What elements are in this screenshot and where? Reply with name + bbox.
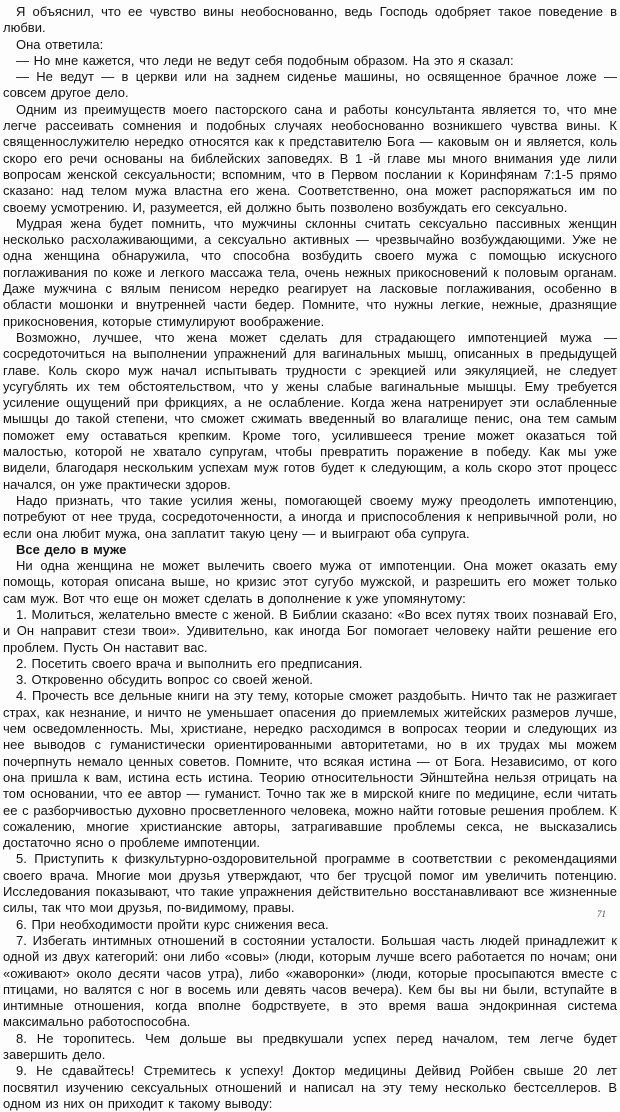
list-item: 1. Молиться, желательно вместе с женой. В Библии сказано: «Во всех путях твоих познавай Его, и Он направит стези твои». Удивительно, как иногда Бог помогает человеку найти решение его проблем. Пусть Он наставит вас. <box>3 606 617 655</box>
paragraph: Я объяснил, что ее чувство вины необоснованно, ведь Господь одобряет такое поведение в любви. <box>3 4 617 36</box>
list-item: 6. При необходимости пройти курс снижения веса. <box>16 916 329 932</box>
list-item: 8. Не торопитесь. Чем дольше вы предвкушали успех перед началом, тем легче будет завершить дело. <box>3 1030 617 1062</box>
paragraph: Ни одна женщина не может вылечить своего мужа от импотенции. Она может оказать ему помощь, которая описана выше, но кризис этот сугубо мужской, и разрешить его может только сам муж. Вот что еще он может сделать в дополнение к уже упомянутому: <box>3 558 617 606</box>
list-item: 4. Прочесть все дельные книги на эту тему, которые сможет раздобыть. Ничто так не разжигает страх, как незнание, и ничто не уменьшает опасения до приемлемых житейских размеров лучше, чем осведомленность. Мы, христиане, нередко расходимся в вопросах теории и следующих из нее выводов с гуманистически ориентированными авторитетами, но в их трудах мы можем почерпнуть немало ценных советов. Помните, что всякая истина — от Бога. Независимо, от кого она пришла к вам, истина есть истина. Теорию относительности Эйнштейна нельзя отрицать на том основании, что ее автор — гуманист. Точно так же в мирской книге по медицине, если читать ее с разборчивостью духовно просветленного человека, можно найти готовые решения проблем. К сожалению, многие христианские авторы, затрагивавшие проблемы секса, не высказались достаточно ясно о проблеме импотенции. <box>3 688 617 851</box>
paragraph: Одним из преимуществ моего пасторского сана и работы консультанта является то, что мне легче рассеивать сомнения и подобных случаях необоснованно возникшего чувства вины. К священнослужителю нередко относятся как к представителю Бога — каковым он и является, коль скоро его речи основаны на библейских заповедях. В 1 -й главе мы много внимания уде лили вопросам женской сексуальности; вспомним, что в Первом послании к Коринфянам 7:1-5 прямо сказано: над телом мужа властна его жена. Соответственно, она может распоряжаться им по своему усмотрению. И, разумеется, ей должно быть позволено возбуждать его сексуально. <box>3 101 617 215</box>
paragraph: Она ответила: <box>16 36 104 52</box>
dialogue-line: — Не ведут — в церкви или на заднем сиденье машины, но освященное брачное ложе — совсем другое дело. <box>3 69 617 101</box>
paragraph: Надо признать, что такие усилия жены, помогающей своему мужу преодолеть импотенцию, потребуют от нее труда, сосредоточенности, а иногда и приспособления к непривычной роли, но если она любит мужа, она заплатит такую цену — и выиграют оба супруга. <box>3 492 617 541</box>
page-number: 71 <box>597 909 606 919</box>
list-item: 7. Избегать интимных отношений в состоянии усталости. Большая часть людей принадлежит к одной из двух категорий: они либо «совы» (люди, которым лучше всего работается по ночам; они «оживают» около десяти часов утра), либо «жаворонки» (люди, которые просыпаются вместе с птицами, но валятся с ног в восемь или девять часов вечера). Кем бы вы ни были, вступайте в интимные отношения, когда вполне бодрствуете, в это время ваша эндокринная система максимально работоспособна. <box>3 932 617 1030</box>
section-heading: Все дело в муже <box>16 541 127 557</box>
list-item: 3. Откровенно обсудить вопрос со своей женой. <box>16 672 314 688</box>
paragraph: Мудрая жена будет помнить, что мужчины склонны считать сексуально пассивных женщин несколько расхолаживающими, а сексуально активных — чрезвычайно возбуждающими. Уже не одна женщина обнаружила, что способна возбудить своего мужа с помощью искусного поглаживания по коже и легкого массажа тела, очень нежных прикосновений к половым органам. Даже мужчина с вялым пенисом нередко реагирует на ласковые поглаживания, особенно в области мошонки и внутренней части бедер. Помните, что нужны легкие, нежные, дразнящие прикосновения, которые стимулируют воображение. <box>3 215 617 329</box>
paragraph: Возможно, лучшее, что жена может сделать для страдающего импотенцией мужа — сосредоточиться на выполнении упражнений для вагинальных мышц, описанных в предыдущей главе. Коль скоро муж начал испытывать трудности с эрекцией или эякуляцией, не следует усугублять их тем обстоятельством, что у жены слабые вагинальные мышцы. Ему требуется усиление ощущений при фрикциях, а не ослабление. Когда жена натренирует эти ослабленные мышцы до такой степени, что сможет сжимать введенный во влагалище пенис, она тем самым поможет ему оставаться крепким. Кроме того, усилившееся трение может оказаться той малостью, которой не хватало супругам, чтобы превратить поражение в победу. Как мы уже видели, благодаря нескольким успехам муж готов будет к следующим, а коль скоро этот процесс начался, он уже практически здоров. <box>3 329 617 492</box>
list-item: 5. Приступить к физкультурно-оздоровительной программе в соответствии с рекомендациями своего врача. Многие мои друзья утверждают, что бег трусцой помог им увеличить потенцию. Исследования показывают, что такие упражнения действительно восстанавливают все жизненные силы, так что мои друзья, по-видимому, правы. <box>3 851 617 916</box>
list-item: 9. Не сдавайтесь! Стремитесь к успеху! Доктор медицины Дейвид Ройбен свыше 20 лет посвятил изучению сексуальных отношений и написал на эту тему несколько бестселлеров. В одном из них он приходит к такому выводу: <box>3 1063 617 1111</box>
dialogue-line: — Но мне кажется, что леди не ведут себя подобным образом. На это я сказал: <box>16 52 514 68</box>
list-item: 2. Посетить своего врача и выполнить его предписания. <box>16 655 363 671</box>
